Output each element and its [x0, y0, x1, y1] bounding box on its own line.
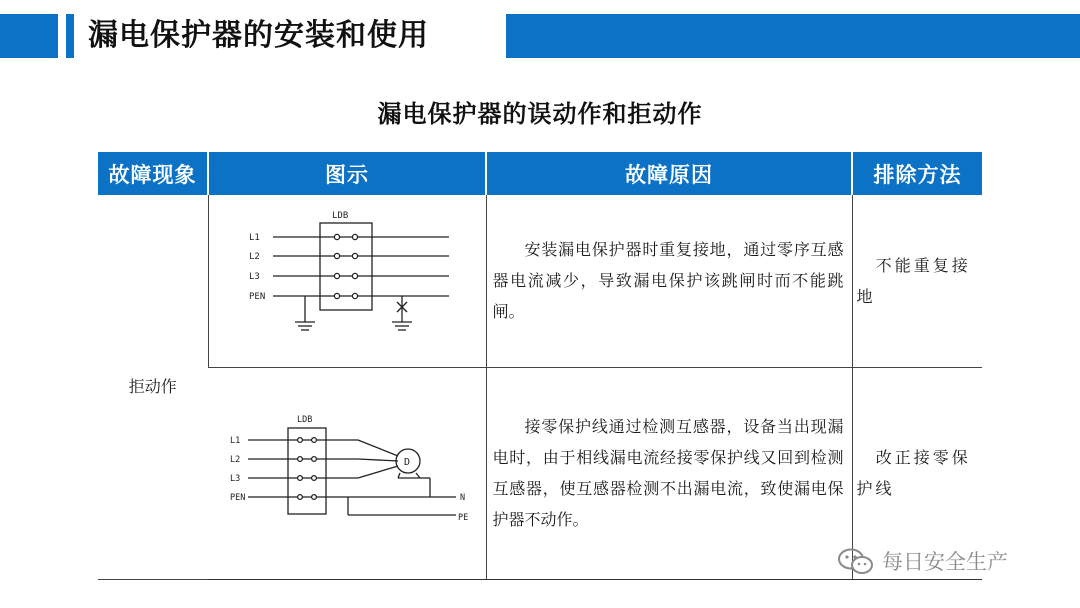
out-label-n: N	[460, 493, 466, 503]
line-label-l1: L1	[248, 232, 260, 243]
reason-text: 安装漏电保护器时重复接地，通过零序互感器电流减少，导致漏电保护该跳闸时而不能跳闸。	[492, 240, 844, 322]
line-label-l2: L2	[230, 455, 241, 465]
protective-neutral-diagram	[208, 368, 485, 578]
fault-table	[98, 152, 982, 580]
table-row	[98, 195, 982, 367]
line-label-pen: PEN	[230, 493, 246, 503]
diagram-box-label: LDB	[297, 415, 313, 425]
diagram-box-label: LDB	[331, 210, 348, 221]
wechat-icon	[836, 546, 876, 576]
header-diagram: 图示	[208, 152, 486, 195]
section-subtitle: 漏电保护器的误动作和拒动作	[377, 100, 703, 128]
phenomenon-cell: 拒动作	[98, 195, 208, 579]
line-label-l2: L2	[248, 251, 260, 262]
method-text: 不能重复接地	[856, 255, 971, 306]
page-title: 漏电保护器的安装和使用	[88, 18, 429, 53]
title-divider	[66, 14, 74, 58]
line-label-l3: L3	[230, 474, 241, 484]
watermark-text: 每日安全生产	[882, 550, 1008, 574]
ldb-box	[320, 223, 372, 310]
diagram-cell	[208, 195, 486, 367]
method-cell	[852, 195, 982, 367]
header-reason: 故障原因	[486, 152, 852, 195]
line-label-pen: PEN	[248, 291, 265, 302]
line-label-l1: L1	[230, 436, 241, 446]
header-phenomenon: 故障现象	[98, 152, 208, 195]
ldb-box	[288, 428, 326, 514]
reason-text: 接零保护线通过检测互感器，设备当出现漏电时，由于相线漏电流经接零保护线又回到检测互感器，使互感器检测不出漏电流，致使漏电保护器不动作。	[492, 417, 844, 529]
motor-label: D	[404, 457, 411, 468]
reason-cell	[486, 195, 852, 367]
repeat-grounding-diagram	[209, 196, 486, 366]
line-label-l3: L3	[248, 271, 260, 282]
reason-cell	[486, 367, 852, 579]
watermark	[836, 544, 1008, 578]
header-method: 排除方法	[852, 152, 982, 195]
diagram-cell	[208, 367, 486, 579]
method-text: 改正接零保护线	[856, 448, 971, 498]
out-label-pe: PE	[458, 513, 469, 523]
table-header-row	[98, 152, 982, 195]
